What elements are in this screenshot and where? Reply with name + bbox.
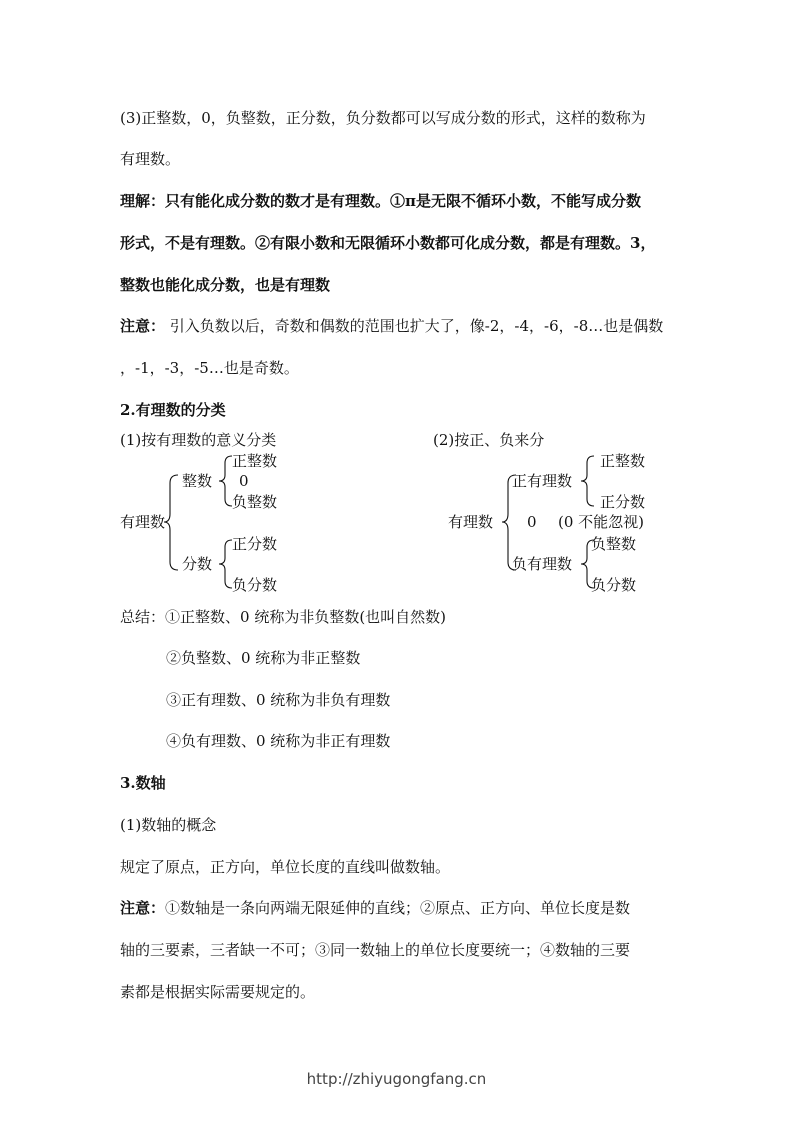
right-negative-fraction: 负分数 [591, 576, 637, 594]
note-2-text: ①数轴是一条向两端无限延伸的直线；②原点、正方向、单位长度是数 [165, 899, 631, 917]
note-2-line-1 [120, 898, 630, 918]
left-zero: 0 [239, 472, 249, 490]
left-integer-label: 整数 [182, 472, 213, 490]
summary-item-3: ③正有理数、0 统称为非负有理数 [166, 691, 391, 709]
summary-item-4: ④负有理数、0 统称为非正有理数 [166, 732, 391, 750]
summary-item-2: ②负整数、0 统称为非正整数 [166, 649, 361, 667]
right-zero-note: (0 不能忽视) [558, 513, 645, 531]
summary-label: 总结： [120, 608, 166, 626]
right-root-label: 有理数 [448, 513, 494, 531]
understand-line-2: 形式，不是有理数。②有限小数和无限循环小数都可化成分数，都是有理数。3， [120, 234, 656, 252]
note-1-label: 注意： [120, 317, 166, 335]
left-positive-integer: 正整数 [232, 452, 278, 470]
note-2-label: 注意： [120, 899, 166, 917]
classification-right-title: (2)按正、负来分 [433, 431, 545, 449]
paragraph-3-line-2: 有理数。 [120, 150, 181, 168]
right-zero: 0 [527, 513, 537, 531]
right-negative-rational: 负有理数 [512, 555, 573, 573]
left-positive-fraction: 正分数 [232, 535, 278, 553]
section-3-heading: 3.数轴 [120, 774, 166, 792]
left-negative-fraction: 负分数 [232, 576, 278, 594]
note-1-text: 引入负数以后，奇数和偶数的范围也扩大了，像-2，-4，-6，-8…也是偶数 [165, 317, 664, 335]
section-3-subheading: (1)数轴的概念 [120, 816, 217, 834]
left-fraction-brace [219, 540, 232, 588]
footer-url: http://zhiyugongfang.cn [306, 1070, 487, 1088]
left-root-label: 有理数 [120, 513, 166, 531]
right-positive-brace [581, 456, 594, 506]
note-2-line-3: 素都是根据实际需要规定的。 [120, 983, 316, 1001]
right-negative-integer: 负整数 [591, 535, 637, 553]
right-positive-fraction: 正分数 [600, 493, 646, 511]
note-1-line-1 [120, 316, 663, 336]
note-1-line-2: ，-1，-3，-5…也是奇数。 [120, 359, 299, 377]
classification-left-title: (1)按有理数的意义分类 [120, 431, 277, 449]
left-integer-brace [219, 456, 232, 506]
right-positive-rational: 正有理数 [512, 472, 573, 490]
section-2-heading: 2.有理数的分类 [120, 401, 226, 419]
note-2-line-2: 轴的三要素，三者缺一不可；③同一数轴上的单位长度要统一；④数轴的三要 [120, 941, 631, 959]
left-fraction-label: 分数 [182, 555, 213, 573]
summary-item-1: ①正整数、0 统称为非负整数(也叫自然数) [165, 608, 447, 626]
understand-line-3: 整数也能化成分数，也是有理数 [120, 276, 331, 294]
left-root-brace [164, 475, 178, 570]
left-negative-integer: 负整数 [232, 493, 278, 511]
number-line-definition: 规定了原点，正方向，单位长度的直线叫做数轴。 [120, 858, 451, 876]
summary-line-1 [120, 607, 446, 627]
right-positive-integer: 正整数 [600, 452, 646, 470]
paragraph-3-line-1: (3)正整数，0，负整数，正分数，负分数都可以写成分数的形式，这样的数称为 [120, 109, 646, 127]
understand-line-1: 理解：只有能化成分数的数才是有理数。①π是无限不循环小数，不能写成分数 [120, 192, 641, 210]
